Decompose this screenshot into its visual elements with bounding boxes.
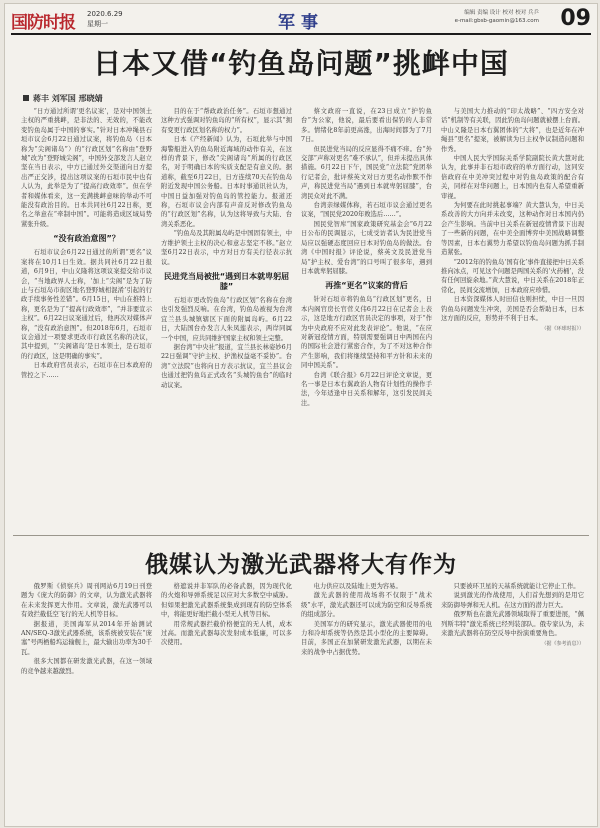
paragraph: 美国军方的研究显示，激光武器使用的电力和冷却系统等仍然是其小型化的主要障碍。目前，多国正在加紧研发激光武器，以期在未来的战争中占据优势。 <box>301 620 432 656</box>
paragraph: 俄罗斯《侦察兵》周刊网站6月19日刊登题为《庞大的防御》的文章，认为激光武器将在未来发挥更大作用。文章说，激光武器可以有效拦截低空飞行的无人机等目标。 <box>21 583 152 619</box>
paragraph: 与美国大力推动的“印太战略”、“四方安全对话”机制等有关联，因此钓鱼岛问题就被摆上台面。中山义隆是日本右翼团体的“大将”，也是近年在冲绳县“更名”提案，被解读为日主权争议制造问题和作秀。 <box>441 108 584 153</box>
paragraph: 为何要在此时挑起事端？黄大慧认为，中日关系改善的大方向并未改变，这种动作对日本国内仍会产生影响。当前中日关系在新冠疫情背景下出现了一些新的问题，在中美全面博弈中美国战略调整等因素，日本右翼势力希望以钓鱼岛问题为抓手制造紧张。 <box>441 202 584 257</box>
email-text: e-mail:gbsb-gaomin@163.com <box>454 18 539 24</box>
paragraph: 石垣市议会6月22日通过的所谓“更名”议案将在10月1日生效。据共同社6月22日报道，6月9日，中山义隆将这项议案提交给市议会，“当地政界人士称，‘加上“尖阁”是为了防止与石垣岛市街区地名登野城相混淆’引起的行政手续事务性差错”。6月15日，中山在推特上称，更名是为了“提高行政效率”，“并非要宣示主权”。6月22日议案通过后，他再次对媒体声称，“没有政治意图”。但2018年6月，石垣市议会通过一项要求更改市行政区名称的决议，其中提到，“‘尖阁诸岛’是日本领土，是石垣市的行政区，这是明确的事实”。 <box>21 249 152 360</box>
article1-byline: 蒋丰 刘军国 邢晓婧 <box>23 93 103 104</box>
article1-headline: 日本又借“钓鱼岛问题”挑衅中国 <box>93 47 509 80</box>
article1-column-3 <box>301 107 432 529</box>
article2-headline: 俄媒认为激光武器将大有作为 <box>145 552 457 578</box>
date-text: 2020.6.29 <box>87 10 123 18</box>
paragraph: 用常规武器拦截价格便宜的无人机，成本过高。而激光武器每次发射成本低廉，可以多次使用。 <box>161 620 292 647</box>
article2-column-4 <box>441 582 584 820</box>
subheading: 再推“更名”议案的背后 <box>325 281 408 291</box>
subheading: “没有政治意图”？ <box>53 234 120 244</box>
paragraph: 台湾亲绿媒体称，若石垣市议会通过更名议案，“国民党2020年败选后……”。 <box>301 202 432 219</box>
newspaper-page <box>4 3 598 827</box>
article2-column-3 <box>301 582 432 820</box>
paragraph: 但民进党当局的反应显得不痛不痒。台“外交部”声称对更名“难不承认”，但并未提出具体措施。6月22日下午，国民党“立法院”党团举行记者会，批评蔡英文对日方更名动作默不作声，称民进党当局“遇到日本就卑躬屈膝”，台湾民众对此不满。 <box>301 145 432 200</box>
article2-column-2 <box>161 582 292 820</box>
paragraph: 国民党智库“国家政策研究基金会”6月22日公布的民调显示，七成受访者认为民进党当局应以强硬态度回应日本对钓鱼岛的做法。台湾《中国时报》评论说，蔡英文及民进党当局“护主权、爱台湾”的口号叫了很多年，遇到日本就卑躬屈膝。 <box>301 220 432 275</box>
paragraph: 据报道，美国海军从2014年开始测试AN/SEQ-3激光武器系统，该系统被安装在“庞塞”号两栖船坞运输舰上，最大输出功率为30千瓦。 <box>21 620 152 656</box>
article2-column-1 <box>21 582 152 820</box>
article1-column-4 <box>441 107 584 529</box>
paragraph: 针对石垣市将钓鱼岛“行政区划”更名，日本内阁官房长官菅义伟6月22日在记者会上表示，这是地方行政区官员决定的事项，对于“作为中央政府不应对此发表评论”。他说，“在应对新冠疫情方面，特别需要强调日中两国在内的国际社会进行紧密合作，为了不对这种合作产生影响，我们将继续坚持和平方针和未来的同中国关系”。 <box>301 296 432 370</box>
paragraph: 激光武器的使用战场将不仅限于“战术级”水平，激光武器还可以成为防空和反导系统的组成部分。 <box>301 592 432 619</box>
masthead <box>11 7 591 35</box>
paragraph: 台湾《联合报》6月22日评论文章说，更名一事是日本右翼政治人物有计划性的操作手法，今年适逢中日关系和解年，这引发民间关注。 <box>301 371 432 407</box>
paragraph: 石垣市更改钓鱼岛“行政区划”名称在台湾也引发强烈反响。在台湾，钓鱼岛被视为台湾宜兰县头城镇辖区下面的附属岛屿。6月22日，大陆国台办发言人朱凤莲表示，两岸同属一个中国，应共同维护国家主权和领土完整。 <box>161 296 292 342</box>
paragraph: 日本政府官员表示，石垣市在日本政府的管控之下…… <box>21 362 152 379</box>
paragraph: “日方通过所谓‘更名议案’，是对中国领土主权的严重挑衅，是非法的、无效的，不能改变钓鱼岛属于中国的事实。”针对日本冲绳县石垣市议会6月22日通过议案，将钓鱼岛（日本称为“尖阁诸岛”）的“行政区划”名称由“登野城”改为“登野城尖阁”，中国外交部发言人赵立坚在当日表示，中方已通过外交渠道向日方提出严正交涉，提出这项议案的石垣市民中也有人认为，此举是为了“提高行政效率”。但在学者和媒体看来，这一充满挑衅意味的举动不可能没有政治目的。日本共同社6月22日称，更名之举意在“牵制中国”。可能将造成区域局势紧张升级。 <box>21 108 152 228</box>
paragraph: 蔡文政府一直说，在23日成立“护钓鱼台”为公家，他说，最后要看出保钓的人非常多。情绪化8年前更高涨，出海时间都为了7月7日。 <box>301 108 432 144</box>
paragraph: 电力供应以及陆地上更为容易。 <box>313 583 402 590</box>
paragraph: 很多大国都在研发激光武器，在这一领域的竞争越来越激烈。 <box>21 658 152 675</box>
paragraph: 日本《产经新闻》认为，石垣此举与中国海警船进入钓鱼岛附近海域的动作有关，在这样的背景下，修改“尖阁诸岛”所属的行政区名，对于明确日本的实质支配是有意义的。据道称，截至6月22日，日方连续70天在钓鱼岛附近发现中国公务船。日本时事通讯社认为，中国日益加强对钓鱼岛的管控能力。报道还称，石垣市议会内部有声音反对修改钓鱼岛的“行政区划”名称，认为这将导致与大陆、台湾关系恶化。 <box>161 136 292 228</box>
subheading: 民进党当局被批“遇到日本就卑躬屈膝” <box>163 271 290 291</box>
article1-credit: （据《环球时报》） <box>541 326 584 333</box>
editor-credits <box>455 9 539 25</box>
paragraph: 俄罗斯也在激光武器领域取得了重要进展，“佩列斯韦特”激光系统已经列装部队。俄专家认为，未来激光武器将在防空反导中扮演重要角色。 <box>441 611 584 638</box>
paragraph: 据台湾“中央社”报道，宜兰县长林姿妙6月22日强调“守护主权、护渔权益毫不妥协”。台湾“立法院”也将向日方表示抗议，宜兰县议会也通过把钓鱼岛正式改名“头城钓鱼台”的临时动议案。 <box>161 343 292 389</box>
article1-column-2 <box>161 107 292 529</box>
paragraph: 日本资深媒体人时田信也则担忧，中日一旦因钓鱼岛问题发生冲突，美国是否会帮助日本，日本这方面的反应，形势并不利于日本。 <box>441 296 584 322</box>
section-title: 军事 <box>278 13 324 33</box>
article1-column-1 <box>21 107 152 529</box>
paragraph: 格遮说并非军队的必备武器，因为现代化的火炮和导弹系统足以应对大多数空中威胁。但如果把激光武器系统集成到现有的防空体系中，将能更好地拦截小型无人机等目标。 <box>161 583 292 619</box>
paragraph: 目的在于“帮政政治任务”。石垣市想通过这种方式强调对钓鱼岛的“所有权”，显示其“拥有变更行政区划名称的权力”。 <box>161 108 292 134</box>
editors-text: 编辑 责编 设计 校对 校对 兵乒 <box>464 10 539 16</box>
paragraph: 中国人民大学国际关系学院副院长黄大慧对此认为，此事并非石垣市政府的单方面行动，这同安倍政府在中美冲突过程中对钓鱼岛政策的配合有关，同样在对华问题上，日本国内也有人希望重新审视。 <box>441 155 584 200</box>
paragraph: “2012年的钓鱼岛‘国有化’事件直接把中日关系推向冰点，可见这个问题是两国关系的‘火药桶’，没有任何回旋余地。”黄大慧说，中日关系在2018年正常化，民间交流增加，日本政府应珍惜。 <box>441 258 584 294</box>
paragraph: 只要被环卫星的天基系统就能让它停止工作。 <box>453 583 580 590</box>
paragraph: “钓鱼岛及其附属岛屿是中国固有领土，中方维护领土主权的决心和意志坚定不移。”赵立坚6月22日表示，中方对日方有关行径表示抗议。 <box>161 230 292 266</box>
article2-credit: （据《参考消息》） <box>541 641 584 648</box>
newspaper-logo: 国防时报 <box>11 13 75 33</box>
paragraph: 说到激光的作战使用，人们首先想到的是用它来防御导弹和无人机。在这方面的潜力巨大。 <box>441 592 584 609</box>
weekday-text: 星期一 <box>87 20 108 28</box>
page-number: 09 <box>560 6 591 31</box>
article-divider <box>13 535 589 536</box>
